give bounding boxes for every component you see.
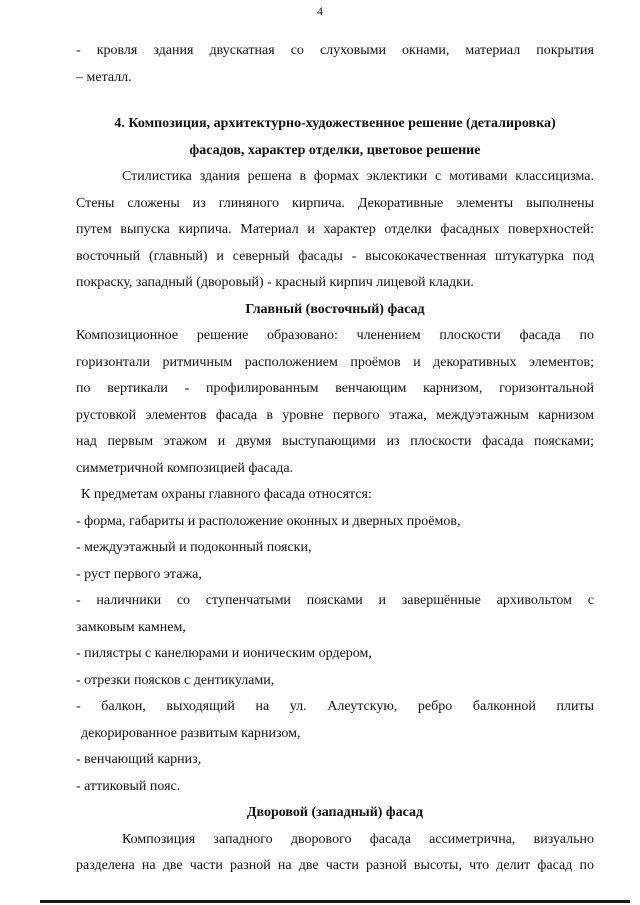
text-line: – металл. xyxy=(76,69,132,85)
text-line: Стилистика здания решена в формах эклектики с мотивами классицизма. xyxy=(122,169,594,184)
scan-edge-line xyxy=(40,900,630,903)
text-line: К предметам охраны главного фасада относятся: xyxy=(81,487,372,502)
text-line: путем выпуска кирпича. Материал и характер отделки фасадных поверхностей: xyxy=(76,222,594,237)
list-item: - пилястры с канелюрами и ионическим ордером, xyxy=(76,646,372,661)
list-item: - отрезки поясков с дентикулами, xyxy=(76,672,275,688)
text-line: Композиционное решение образовано: членением плоскости фасада по xyxy=(76,328,594,343)
text-line: Стены сложены из глиняного кирпича. Декоративные элементы выполнены xyxy=(76,195,594,211)
text-line: покраску, западный (дворовый) - красный кирпич лицевой кладки. xyxy=(76,275,474,290)
page-number: 4 xyxy=(317,4,323,18)
text-line: Композиция западного дворового фасада ассиметрична, визуально xyxy=(122,831,594,847)
section-heading: 4. Композиция, архитектурно-художественное решение (деталировка) xyxy=(114,116,556,131)
list-item: - форма, габариты и расположение оконных и дверных проёмов, xyxy=(76,513,461,529)
document-body xyxy=(76,38,594,880)
subheading: Главный (восточный) фасад xyxy=(245,301,425,317)
list-item-continuation: декорированное развитым карнизом, xyxy=(81,725,301,741)
list-item: - балкон, выходящий на ул. Алеутскую, ребро балконной плиты xyxy=(76,699,594,714)
subheading: Дворовой (западный) фасад xyxy=(246,805,424,820)
list-item: - аттиковый пояс. xyxy=(76,778,181,794)
text-line: разделена на две части разной на две части разной высоты, что делит фасад по xyxy=(76,858,594,873)
list-item: - венчающий карниз, xyxy=(76,752,202,767)
text-line: - кровля здания двускатная со слуховыми окнами, материал покрытия xyxy=(76,43,594,58)
text-line: симметричной композицией фасада. xyxy=(76,460,294,476)
text-line: горизонтали ритмичным расположением проёмов и декоративных элементов; xyxy=(76,354,594,370)
text-line: рустовкой элементов фасада в уровне первого этажа, междуэтажным карнизом xyxy=(76,407,594,423)
section-heading: фасадов, характер отделки, цветовое решение xyxy=(189,142,481,158)
text-line: восточный (главный) и северный фасады - высококачественная штукатурка под xyxy=(76,248,594,264)
text-line: по вертикали - профилированным венчающим карнизом, горизонтальной xyxy=(76,381,594,396)
list-item: - междуэтажный и подоконный пояски, xyxy=(76,540,312,555)
list-item: - наличники со ступенчатыми поясками и завершённые архивольтом с xyxy=(76,593,594,608)
text-line: над первым этажом и двумя выступающими из плоскости фасада поясками; xyxy=(76,434,594,449)
list-item: - руст первого этажа, xyxy=(76,566,202,582)
list-item-continuation: замковым камнем, xyxy=(76,619,186,635)
